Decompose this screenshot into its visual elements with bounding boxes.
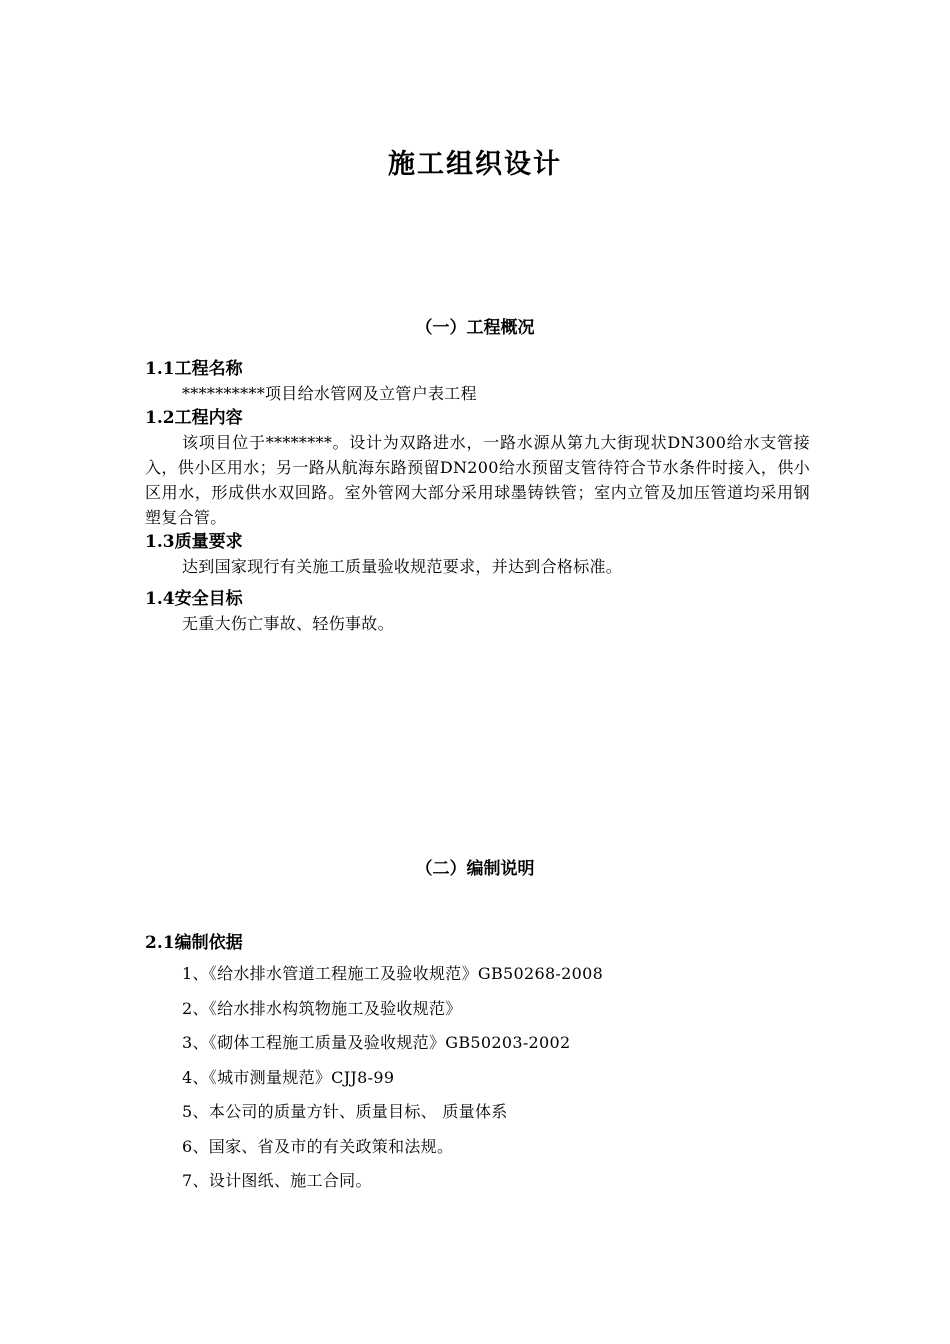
section-1-body [145,357,810,636]
basis-list [145,957,810,1199]
heading-1-4: 1.4安全目标 [145,589,243,609]
list-item: 1、《给水排水管道工程施工及验收规范》GB50268-2008 [182,964,604,983]
paragraph-1-2: 该项目位于********。设计为双路进水，一路水源从第九大街现状DN300给水支管接入，供小区用水；另一路从航海东路预留DN200给水预留支管待符合节水条件时接入，供小区用水，形成供水双回路。室外管网大部分采用球墨铸铁管；室内立管及加压管道均采用钢塑复合管。 [145,433,810,527]
list-item: 6、国家、省及市的有关政策和法规。 [182,1136,454,1156]
heading-1-1: 1.1工程名称 [145,359,243,379]
list-item: 4、《城市测量规范》CJJ8-99 [182,1067,395,1087]
heading-1-3: 1.3质量要求 [145,532,243,552]
document-title: 施工组织设计 [388,149,562,180]
section-2-title: （二）编制说明 [415,859,535,879]
spacer [145,579,810,587]
list-item: 2、《给水排水构筑物施工及验收规范》 [182,998,462,1018]
heading-1-2: 1.2工程内容 [145,408,243,428]
section-2-body [145,931,810,1199]
paragraph-1-4: 无重大伤亡事故、轻伤事故。 [182,614,394,633]
paragraph-1-3: 达到国家现行有关施工质量验收规范要求，并达到合格标准。 [182,557,623,576]
list-item: 7、设计图纸、施工合同。 [182,1171,372,1190]
paragraph-1-1: **********项目给水管网及立管户表工程 [182,384,477,403]
list-item: 5、本公司的质量方针、质量目标、 质量体系 [182,1102,508,1121]
list-item: 3、《砌体工程施工质量及验收规范》GB50203-2002 [182,1033,571,1052]
section-1-title: （一）工程概况 [415,318,535,338]
heading-2-1: 2.1编制依据 [145,933,243,953]
